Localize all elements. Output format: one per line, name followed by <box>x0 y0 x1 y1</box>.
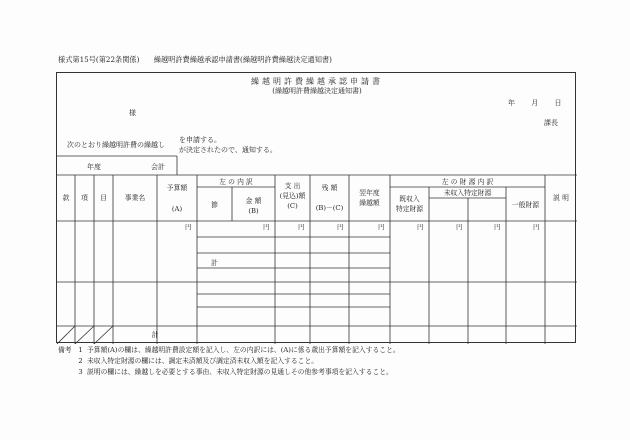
col-kingaku: 金 額 <box>245 197 262 205</box>
yen-mishunyu-a: 円 <box>456 223 463 231</box>
note-text: 予算額(A)の欄は、繰越明許費設定額を記入し、左の内訳には、(A)に係る歳出予算額を記入すること。 <box>86 346 400 354</box>
note-text: 未収入特定財源の欄には、調定未済額及び調定済未収入額を記入すること。 <box>86 357 319 365</box>
col-hidari-uchiwake: 左 の 内 訳 <box>219 178 253 186</box>
sender-title: 課長 <box>544 119 558 127</box>
col-zangaku-sub: (B)－(C) <box>315 204 344 212</box>
yen-mishunyu-b: 円 <box>494 223 501 231</box>
grand-total-label: 計 <box>151 331 159 339</box>
note-no: 1 <box>78 346 83 354</box>
note-no: 3 <box>78 368 83 376</box>
col-kishunyu-1: 既収入 <box>399 195 420 203</box>
form-subtitle: (繰越明許費繰越決定通知書) <box>272 87 362 95</box>
form-title: 繰越明許費繰越承認申請書 <box>251 77 383 86</box>
yen-kingaku: 円 <box>263 223 270 231</box>
col-zaigen-uchiwake: 左 の 財 源 内 訳 <box>441 178 494 186</box>
col-kingaku-sub: (B) <box>248 207 259 215</box>
col-shishutsu: 支 出 <box>284 182 301 190</box>
form-header: 様式第15号(第22条関係) 繰越明許費繰越承認申請書(繰越明許費繰越決定通知書) <box>58 55 332 64</box>
col-kou: 項 <box>81 194 88 202</box>
body-option-apply: を申請する。 <box>179 136 221 144</box>
yen-zangaku: 円 <box>337 223 344 231</box>
col-kishunyu-2: 特定財源 <box>395 205 424 213</box>
col-yokunendo-2: 繰越額 <box>359 199 380 207</box>
note-no: 2 <box>78 357 83 365</box>
body-option-notify: が決定されたので、通知する。 <box>179 146 277 154</box>
col-moku: 目 <box>100 194 107 202</box>
yen-shishutsu: 円 <box>298 223 305 231</box>
yen-ippan: 円 <box>533 223 540 231</box>
col-setsumei: 説 明 <box>553 194 569 202</box>
col-yokunendo-1: 翌年度 <box>359 189 380 197</box>
col-setsu: 節 <box>211 201 218 209</box>
account-label: 会計 <box>151 163 165 171</box>
yen-kishunyu: 円 <box>417 223 424 231</box>
note-item <box>58 367 400 378</box>
note-text: 説明の欄には、繰越しを必要とする事由、未収入特定財源の見通しその他参考事項を記入すること。 <box>86 368 393 376</box>
fiscal-year-label: 年度 <box>87 163 101 171</box>
col-kan: 款 <box>62 194 70 202</box>
col-mishunyu: 未収入特定財源 <box>443 189 492 197</box>
yen-yokunendo: 円 <box>378 223 385 231</box>
note-item <box>58 356 400 367</box>
slash-kou <box>75 326 94 344</box>
slash-kan <box>57 326 75 344</box>
col-shishutsu-sub2: (C) <box>287 202 298 210</box>
addressee-suffix: 様 <box>129 109 136 117</box>
notes-label: 備考 <box>58 346 72 354</box>
col-zangaku: 残 額 <box>321 184 338 192</box>
col-ippan: 一般財源 <box>511 201 540 209</box>
col-shishutsu-sub1: (見込)額 <box>279 192 306 200</box>
col-jigyomei: 事業名 <box>124 194 146 202</box>
yen-yosangaku: 円 <box>185 223 192 231</box>
note-item <box>58 345 400 356</box>
application-form <box>56 72 576 343</box>
notes <box>58 345 400 378</box>
body-lead: 次のとおり繰越明許費の繰越し <box>67 141 165 149</box>
slash-moku <box>94 326 113 344</box>
col-yosangaku: 予算額 <box>166 184 188 192</box>
subtotal-label: 計 <box>211 259 218 267</box>
date-field: 年 月 日 <box>508 99 562 107</box>
col-yosangaku-sub: (A) <box>171 205 183 213</box>
